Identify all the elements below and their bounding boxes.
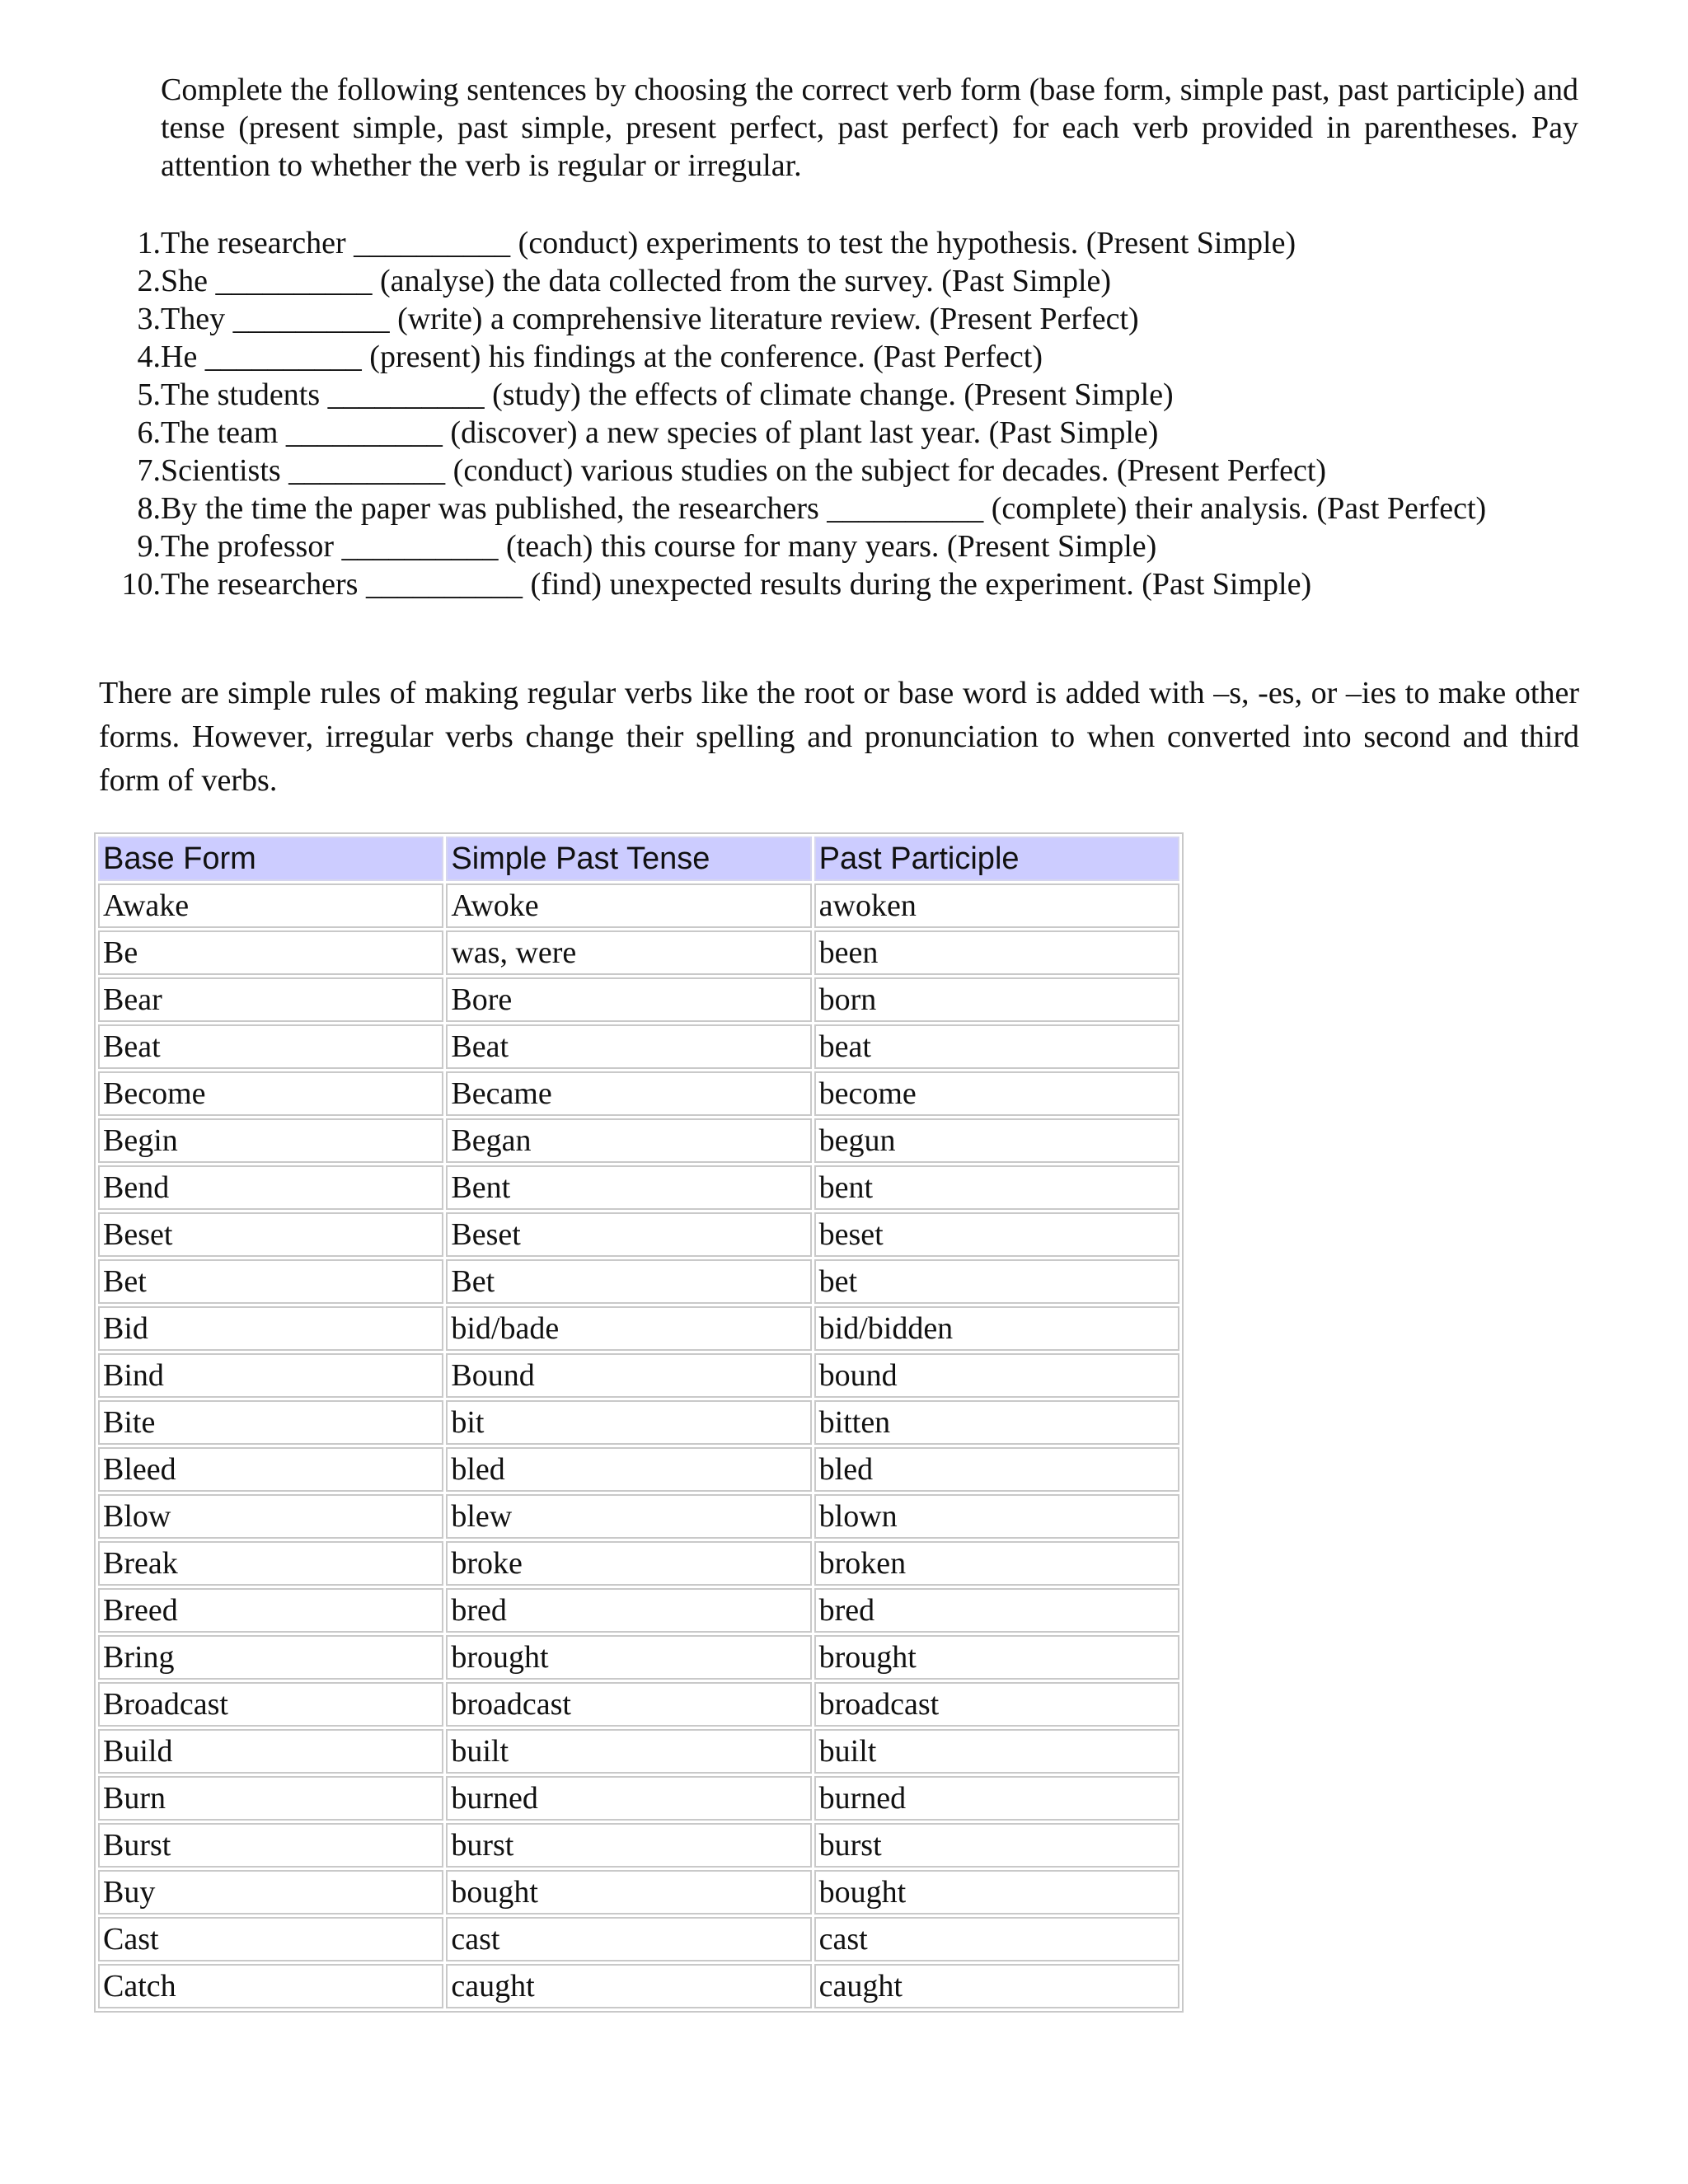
item-number: 7. [137,453,161,488]
cell-past-participle: bent [814,1165,1179,1210]
table-row [98,1400,1179,1445]
table-header-row [98,837,1179,881]
cell-past-participle: caught [814,1964,1179,2008]
table-row [98,1259,1179,1304]
cell-simple-past: bid/bade [446,1306,811,1351]
cell-past-participle: bought [814,1870,1179,1915]
cell-base-form: Bring [98,1635,443,1680]
cell-base-form: Build [98,1729,443,1774]
cell-past-participle: beat [814,1024,1179,1069]
table-row [98,1588,1179,1633]
item-text: The professor __________ (teach) this course for many years. (Present Simple) [161,529,1157,564]
cell-past-participle: built [814,1729,1179,1774]
item-number: 8. [137,491,161,526]
table-row [98,930,1179,975]
cell-simple-past: Awoke [446,883,811,928]
item-text: They __________ (write) a comprehensive literature review. (Present Perfect) [161,302,1139,336]
cell-simple-past: blew [446,1494,811,1539]
cell-base-form: Beat [98,1024,443,1069]
cell-base-form: Burst [98,1823,443,1868]
exercise-item [101,262,1584,300]
cell-past-participle: burst [814,1823,1179,1868]
cell-past-participle: born [814,977,1179,1022]
cell-base-form: Breed [98,1588,443,1633]
cell-base-form: Bid [98,1306,443,1351]
cell-past-participle: broken [814,1541,1179,1586]
table-row [98,1071,1179,1116]
exercise-item [101,300,1584,338]
cell-base-form: Burn [98,1776,443,1821]
cell-simple-past: burned [446,1776,811,1821]
cell-past-participle: bet [814,1259,1179,1304]
column-header-simple-past: Simple Past Tense [446,837,811,881]
instructions-text: Complete the following sentences by choosing the correct verb form (base form, simple past, past participle) and tense (present simple, past simple, present perfect, past perfect) for each verb provided in parentheses. Pay attention to whether the verb is regular or irregular. [161,73,1578,183]
table-body [98,883,1179,2008]
item-number: 3. [137,302,161,336]
cell-simple-past: caught [446,1964,811,2008]
cell-base-form: Bend [98,1165,443,1210]
exercise-list [101,224,1584,603]
table-row [98,1917,1179,1961]
table-row [98,1635,1179,1680]
cell-base-form: Become [98,1071,443,1116]
cell-past-participle: bred [814,1588,1179,1633]
cell-simple-past: Bore [446,977,811,1022]
irregular-verbs-table [94,832,1184,2013]
cell-simple-past: cast [446,1917,811,1961]
cell-base-form: Cast [98,1917,443,1961]
cell-past-participle: bid/bidden [814,1306,1179,1351]
item-text: The students __________ (study) the effects of climate change. (Present Simple) [161,377,1174,412]
item-number: 2. [137,264,161,298]
cell-simple-past: burst [446,1823,811,1868]
cell-base-form: Broadcast [98,1682,443,1727]
cell-base-form: Break [98,1541,443,1586]
cell-past-participle: brought [814,1635,1179,1680]
cell-simple-past: built [446,1729,811,1774]
item-text: The team __________ (discover) a new species of plant last year. (Past Simple) [161,415,1159,450]
cell-simple-past: broadcast [446,1682,811,1727]
item-text: He __________ (present) his findings at the conference. (Past Perfect) [161,340,1043,374]
cell-past-participle: cast [814,1917,1179,1961]
column-header-past-participle: Past Participle [814,837,1179,881]
table-row [98,1823,1179,1868]
cell-simple-past: was, were [446,930,811,975]
table-row [98,1870,1179,1915]
cell-past-participle: beset [814,1212,1179,1257]
cell-past-participle: been [814,930,1179,975]
cell-simple-past: bought [446,1870,811,1915]
cell-base-form: Be [98,930,443,975]
table-row [98,1729,1179,1774]
table-row [98,1447,1179,1492]
exercise-item [101,452,1584,490]
exercise-item [101,224,1584,262]
table-row [98,1024,1179,1069]
cell-base-form: Buy [98,1870,443,1915]
table-row [98,883,1179,928]
item-number: 6. [137,415,161,450]
cell-base-form: Begin [98,1118,443,1163]
item-text: Scientists __________ (conduct) various studies on the subject for decades. (Present Perfect) [161,453,1327,488]
cell-base-form: Catch [98,1964,443,2008]
item-number: 4. [137,340,161,374]
cell-base-form: Bind [98,1353,443,1398]
cell-simple-past: broke [446,1541,811,1586]
table-row [98,1306,1179,1351]
cell-simple-past: Beset [446,1212,811,1257]
item-text: By the time the paper was published, the researchers __________ (complete) their analysis. (Past Perfect) [161,491,1487,526]
cell-past-participle: broadcast [814,1682,1179,1727]
table-row [98,1541,1179,1586]
item-text: She __________ (analyse) the data collected from the survey. (Past Simple) [161,264,1112,298]
cell-simple-past: Became [446,1071,811,1116]
item-number: 5. [137,377,161,412]
cell-base-form: Beset [98,1212,443,1257]
table-row [98,1494,1179,1539]
item-number: 10. [121,567,161,602]
cell-base-form: Blow [98,1494,443,1539]
cell-simple-past: bred [446,1588,811,1633]
cell-past-participle: begun [814,1118,1179,1163]
item-text: The researcher __________ (conduct) experiments to test the hypothesis. (Present Simple) [161,226,1296,260]
exercise-item [101,527,1584,565]
cell-past-participle: bound [814,1353,1179,1398]
table-row [98,977,1179,1022]
cell-past-participle: bled [814,1447,1179,1492]
exercise-item [101,376,1584,414]
cell-base-form: Bear [98,977,443,1022]
column-header-base-form: Base Form [98,837,443,881]
cell-simple-past: bit [446,1400,811,1445]
item-number: 9. [137,529,161,564]
cell-past-participle: burned [814,1776,1179,1821]
cell-base-form: Bite [98,1400,443,1445]
cell-past-participle: awoken [814,883,1179,928]
exercise-item [101,490,1584,527]
table-row [98,1118,1179,1163]
cell-simple-past: bled [446,1447,811,1492]
cell-simple-past: Bent [446,1165,811,1210]
table-row [98,1353,1179,1398]
cell-base-form: Bleed [98,1447,443,1492]
table-row [98,1682,1179,1727]
cell-simple-past: Began [446,1118,811,1163]
table-row [98,1964,1179,2008]
exercise-item [101,565,1584,603]
item-text: The researchers __________ (find) unexpected results during the experiment. (Past Simple) [161,567,1312,602]
cell-past-participle: become [814,1071,1179,1116]
cell-simple-past: brought [446,1635,811,1680]
cell-base-form: Awake [98,883,443,928]
table-row [98,1165,1179,1210]
table-row [98,1212,1179,1257]
exercise-item [101,414,1584,452]
table-row [98,1776,1179,1821]
cell-simple-past: Bound [446,1353,811,1398]
cell-simple-past: Bet [446,1259,811,1304]
cell-past-participle: bitten [814,1400,1179,1445]
item-number: 1. [137,226,161,260]
exercise-item [101,338,1584,376]
cell-base-form: Bet [98,1259,443,1304]
explanation-paragraph: There are simple rules of making regular verbs like the root or base word is added with –s, -es, or –ies to make other forms. However, irregular verbs change their spelling and pronunciation to when converted into second and third form of verbs. [99,676,1579,798]
cell-simple-past: Beat [446,1024,811,1069]
cell-past-participle: blown [814,1494,1179,1539]
